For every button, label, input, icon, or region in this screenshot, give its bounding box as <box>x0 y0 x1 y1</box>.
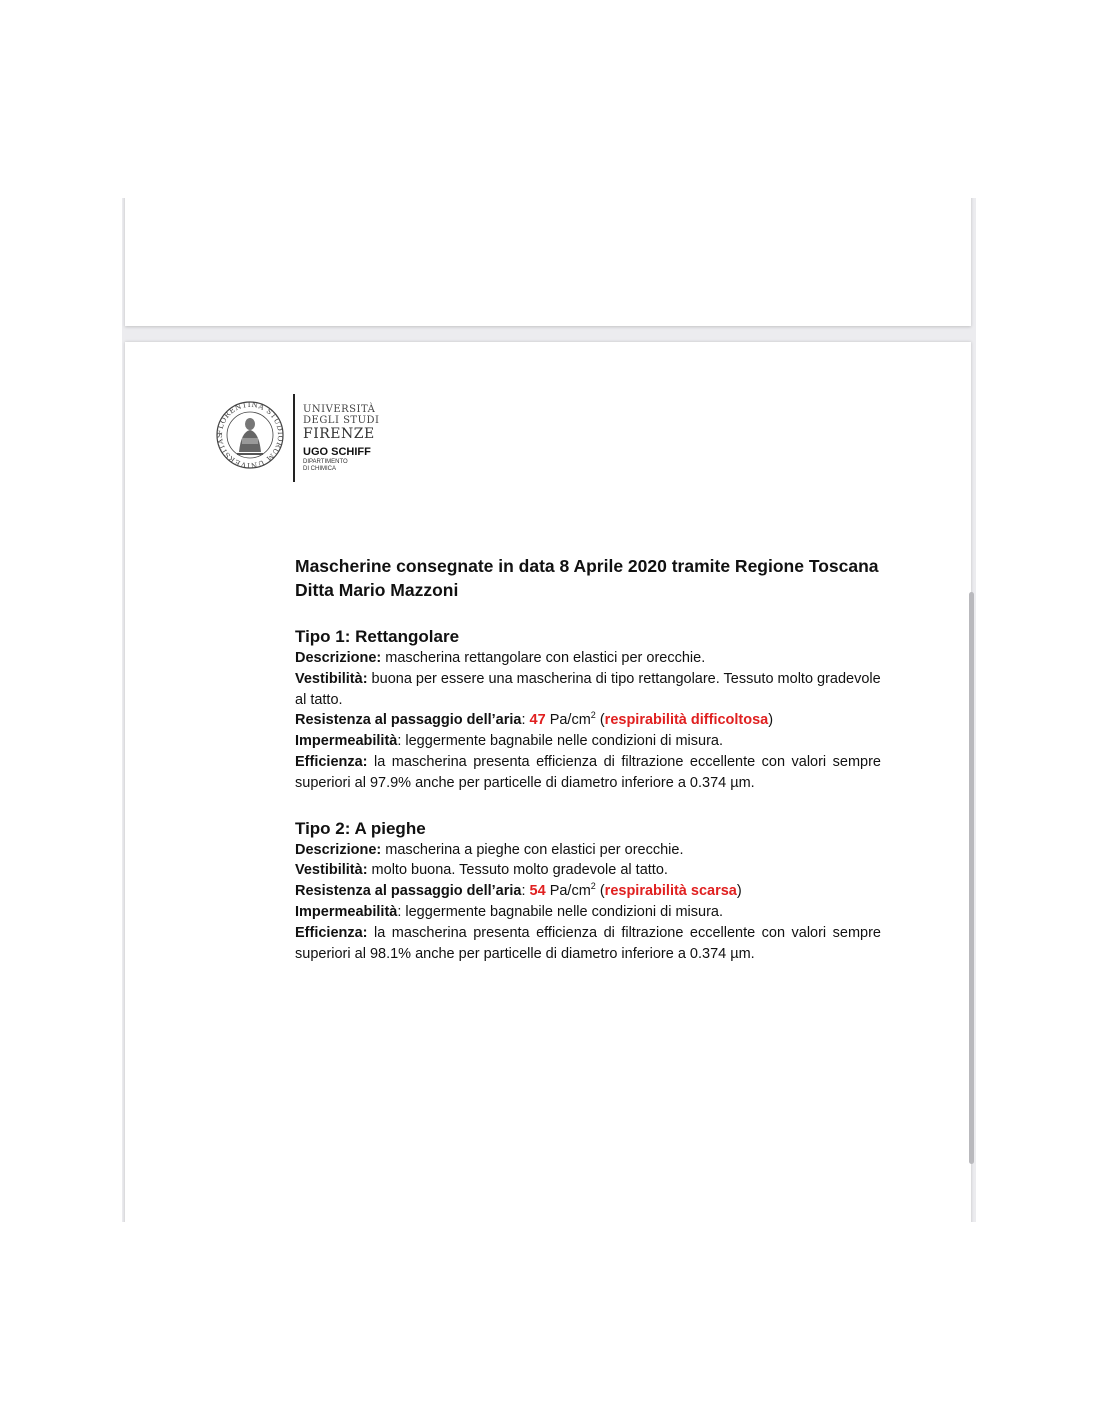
resistenza-value: 47 <box>529 712 546 729</box>
descrizione-label: Descrizione: <box>295 841 382 858</box>
resistenza-exponent: 2 <box>590 710 596 721</box>
efficienza-label: Efficienza: <box>295 753 368 770</box>
vestibilita-text: buona per essere una mascherina di tipo rettangolare. Tessuto molto gradevole al tatto. <box>295 670 881 708</box>
department-name: UGO SCHIFF <box>303 446 371 458</box>
resistenza-line <box>295 881 881 902</box>
descrizione-text: mascherina rettangolare con elastici per orecchie. <box>381 650 706 666</box>
resistenza-unit: Pa/cm <box>545 712 591 729</box>
document-content <box>295 554 881 964</box>
logo-text <box>303 404 423 473</box>
title-line2: Ditta Mario Mazzoni <box>295 580 459 600</box>
resistenza-close: ) <box>736 883 742 900</box>
section-heading: Tipo 1: Rettangolare <box>295 627 460 646</box>
efficienza-label: Efficienza: <box>295 924 368 941</box>
resistenza-line <box>295 710 881 731</box>
resistenza-note: respirabilità scarsa <box>604 883 737 900</box>
resistenza-note: respirabilità difficoltosa <box>604 712 769 729</box>
department-line2: DI CHIMICA <box>303 466 336 472</box>
resistenza-label: Resistenza al passaggio dell’aria <box>295 883 522 900</box>
vestibilita-line <box>295 669 881 711</box>
vestibilita-line <box>295 860 881 881</box>
vestibilita-label: Vestibilità: <box>295 862 368 879</box>
section-tipo-1 <box>295 626 881 794</box>
university-city: FIRENZE <box>303 426 375 442</box>
descrizione-text: mascherina a pieghe con elastici per orecchie. <box>381 841 684 858</box>
logo-divider <box>293 394 295 482</box>
university-name-line1: UNIVERSITÀ <box>303 404 376 415</box>
university-name-line2: DEGLI STUDI <box>303 415 380 426</box>
resistenza-colon: : <box>521 883 530 900</box>
efficienza-text: la mascherina presenta efficienza di filtrazione eccellente con valori sempre superiori al 98.1% anche per particelle di diametro inferiore a 0.374 µm. <box>295 924 881 962</box>
impermeabilita-text: : leggermente bagnabile nelle condizioni di misura. <box>397 733 723 750</box>
svg-text:FLORENTINA STUDIORUM UNIVERSIT: FLORENTINA STUDIORUM UNIVERSITAS <box>215 400 285 470</box>
document-viewer[interactable] <box>122 198 976 1222</box>
descrizione-line <box>295 648 881 669</box>
descrizione-line <box>295 840 881 861</box>
efficienza-text: la mascherina presenta efficienza di filtrazione eccellente con valori sempre superiori al 97.9% anche per particelle di diametro inferiore a 0.374 µm. <box>295 753 881 791</box>
previous-page <box>125 198 971 326</box>
impermeabilita-text: : leggermente bagnabile nelle condizioni di misura. <box>397 903 723 920</box>
vestibilita-label: Vestibilità: <box>295 670 368 687</box>
section-heading: Tipo 2: A pieghe <box>295 818 426 838</box>
resistenza-value: 54 <box>529 883 546 900</box>
resistenza-exponent: 2 <box>590 881 596 892</box>
resistenza-close: ) <box>768 712 774 729</box>
efficienza-line <box>295 752 881 794</box>
efficienza-line <box>295 923 881 965</box>
university-logo <box>215 390 415 490</box>
resistenza-label: Resistenza al passaggio dell’aria <box>295 712 522 729</box>
university-seal-icon <box>215 400 285 470</box>
title-line1: Mascherine consegnate in data 8 Aprile 2020 tramite Regione Toscana <box>295 556 879 576</box>
resistenza-open: ( <box>595 712 605 729</box>
department-line1: DIPARTIMENTO <box>303 459 348 465</box>
resistenza-unit: Pa/cm <box>545 883 591 900</box>
vestibilita-text: molto buona. Tessuto molto gradevole al tatto. <box>367 862 668 879</box>
vertical-scrollbar[interactable] <box>969 592 974 1164</box>
impermeabilita-label: Impermeabilità <box>295 903 398 920</box>
document-page <box>125 342 971 1222</box>
impermeabilita-line <box>295 902 881 923</box>
resistenza-open: ( <box>595 883 605 900</box>
resistenza-colon: : <box>521 712 530 729</box>
impermeabilita-line <box>295 731 881 752</box>
descrizione-label: Descrizione: <box>295 650 382 666</box>
document-title <box>295 554 881 602</box>
section-tipo-2 <box>295 818 881 965</box>
impermeabilita-label: Impermeabilità <box>295 733 398 750</box>
